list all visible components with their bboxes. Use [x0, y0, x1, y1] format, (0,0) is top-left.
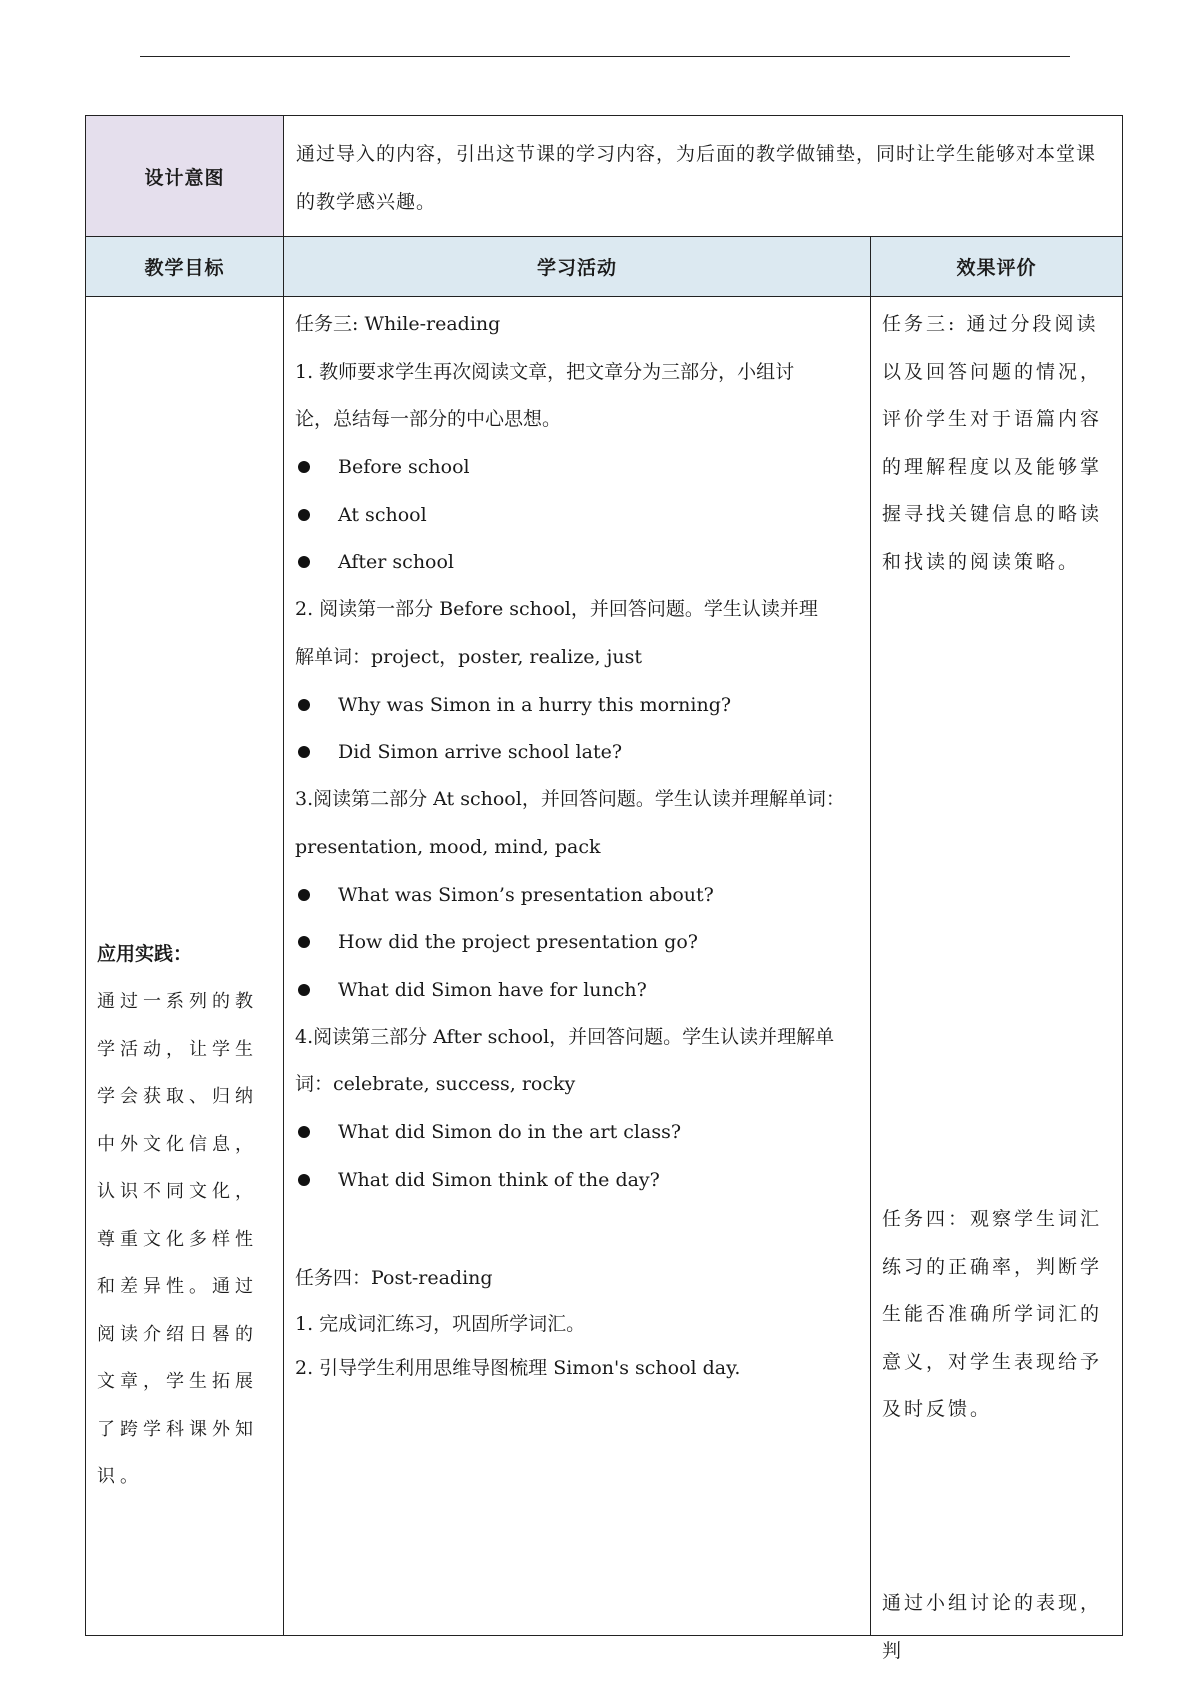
bullet-icon — [298, 509, 310, 521]
lesson-plan-table — [85, 115, 1123, 1662]
list-item: What did Simon do in the art class? — [295, 1109, 865, 1157]
design-intent-text: 通过导入的内容，引出这节课的学习内容，为后面的教学做铺垫，同时让学生能够对本堂课的教学感兴趣。 — [284, 116, 1123, 237]
bullet-icon — [298, 889, 310, 901]
eval-task4: 任务四：观察学生词汇练习的正确率，判断学生能否准确所学词汇的意义，对学生表现给予及时反馈。 — [882, 1208, 1103, 1420]
list-item: Did Simon arrive school late? — [295, 729, 865, 777]
task3-step4-line2: 词：celebrate, success, rocky — [295, 1073, 576, 1095]
task3-step3-line2: presentation, mood, mind, pack — [295, 835, 601, 858]
teaching-goal-cell — [86, 297, 284, 1636]
task3-step3-line1: 3.阅读第二部分 At school，并回答问题。学生认读并理解单词： — [295, 788, 845, 810]
eval-task3: 任务三: 通过分段阅读以及回答问题的情况，评价学生对于语篇内容的理解程度以及能够掌握寻找关键信息的略读和找读的阅读策略。 — [882, 313, 1103, 573]
bullet-icon — [298, 556, 310, 568]
task4-step1: 1. 完成词汇练习，巩固所学词汇。 — [295, 1313, 586, 1335]
task3-step4-line1: 4.阅读第三部分 After school，并回答问题。学生认读并理解单 — [295, 1025, 835, 1048]
learning-activity-cell — [284, 297, 871, 1636]
design-row — [86, 116, 1123, 237]
header-learning-activity: 学习活动 — [284, 237, 871, 297]
task3-step1-line1: 1. 教师要求学生再次阅读文章，把文章分为三部分，小组讨 — [295, 360, 795, 383]
task4-step2: 2. 引导学生利用思维导图梳理 Simon's school day. — [295, 1357, 741, 1379]
bullet-icon — [298, 699, 310, 711]
bullet-icon — [298, 1174, 310, 1186]
eval-group-discussion: 通过小组讨论的表现，判 — [882, 1592, 1103, 1662]
list-item: What was Simon’s presentation about? — [295, 871, 865, 919]
goal-title: 应用实践： — [97, 943, 193, 965]
task3-step2-line1: 2. 阅读第一部分 Before school，并回答问题。学生认读并理 — [295, 598, 818, 620]
header-rule — [140, 56, 1070, 57]
list-item: What did Simon think of the day? — [295, 1156, 865, 1204]
bullet-icon — [298, 984, 310, 996]
bullet-icon — [298, 746, 310, 758]
bullet-icon — [298, 1126, 310, 1138]
list-item: At school — [295, 491, 865, 539]
list-item: How did the project presentation go? — [295, 919, 865, 967]
goal-text: 通过一系列的教学活动，让学生学会获取、归纳中外文化信息，认识不同文化，尊重文化多样性和差异性。通过阅读介绍日晷的文章，学生拓展了跨学科课外知识。 — [97, 991, 258, 1487]
list-item: Why was Simon in a hurry this morning? — [295, 681, 865, 729]
column-header-row — [86, 237, 1123, 297]
task3-step1-line2: 论，总结每一部分的中心思想。 — [295, 408, 562, 430]
list-item: After school — [295, 539, 865, 587]
content-row — [86, 297, 1123, 1636]
list-item: Before school — [295, 444, 865, 492]
task3-title: 任务三: While-reading — [295, 313, 501, 335]
bullet-icon — [298, 461, 310, 473]
header-evaluation: 效果评价 — [871, 237, 1123, 297]
list-item: What did Simon have for lunch? — [295, 966, 865, 1014]
task3-step2-line2: 解单词：project，poster, realize, just — [295, 645, 643, 668]
design-intent-label: 设计意图 — [86, 116, 284, 237]
task4-title: 任务四：Post-reading — [295, 1266, 493, 1289]
evaluation-cell — [871, 297, 1123, 1662]
bullet-icon — [298, 936, 310, 948]
header-teaching-goal: 教学目标 — [86, 237, 284, 297]
